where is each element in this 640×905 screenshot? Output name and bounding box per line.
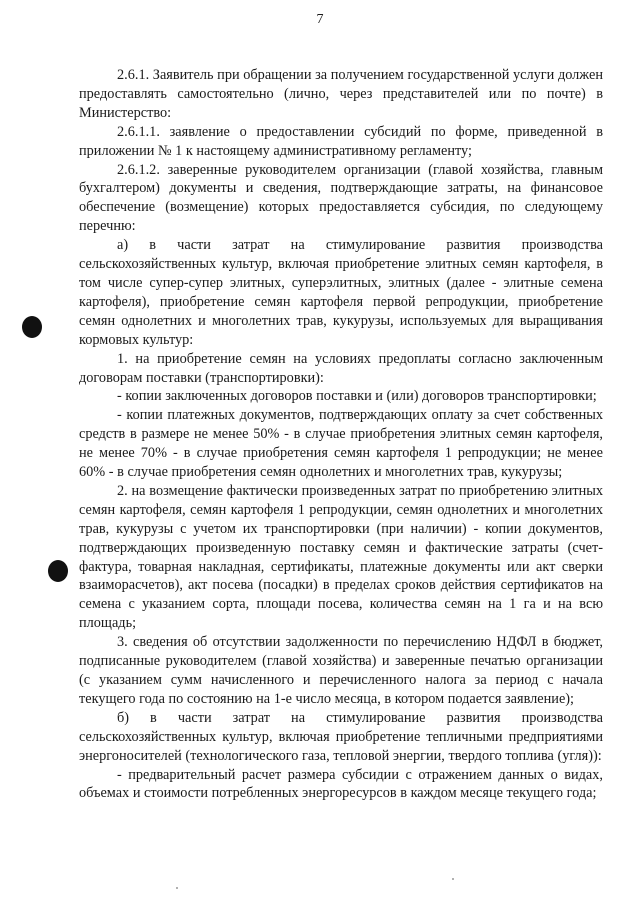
punch-hole-bottom	[48, 560, 68, 582]
paragraph-item-b: б) в части затрат на стимулирование развития производства сельскохозяйственных культур, включая приобретение тепличными предприятиями энергоносителей (технологического газа, тепловой энергии, твердого топлива (угля)):	[79, 709, 603, 764]
paragraph-a-3: 3. сведения об отсутствии задолженности по перечислению НДФЛ в бюджет, подписанные руководителем (главой хозяйства) и заверенные печатью организации (с указанием сумм начисленного и перечисленного налога за период с начала текущего года по состоянию на 1-е число месяца, в котором подается заявление);	[79, 634, 603, 707]
paragraph-a-2: 2. на возмещение фактически произведенных затрат по приобретению элитных семян картофеля, семян картофеля 1 репродукции, семян однолетних и многолетних трав, кукурузы с учетом их транспортировки (при наличии) - копии документов, подтверждающих произведенную поставку семян и фактические затраты (счет-фактура, товарная накладная, сертификаты, платежные документы или акт сверки взаиморасчетов), акт посева (посадки) в пределах сроков действия сертификатов на семена с указанием сорта, площади посева, количества семян на 1 га и на всю площадь;	[79, 482, 603, 632]
paragraph-2-6-1: 2.6.1. Заявитель при обращении за получением государственной услуги должен предоставлять самостоятельно (лично, через представителей или по почте) в Министерство:	[79, 67, 603, 121]
document-body	[79, 66, 603, 803]
paragraph-2-6-1-2: 2.6.1.2. заверенные руководителем организации (главой хозяйства, главным бухгалтером) документы и сведения, подтверждающие затраты, на финансовое обеспечение (возмещение) которых предоставляется субсидия, по следующему перечню:	[79, 161, 603, 235]
paragraph-item-a: а) в части затрат на стимулирование развития производства сельскохозяйственных культур, включая приобретение элитных семян картофеля, в том числе супер-супер элитных, суперэлитных, элитных (далее - элитные семена картофеля), приобретение семян картофеля первой репродукции, приобретение семян однолетних и многолетних трав, кукурузы, используемых для выращивания кормовых культур:	[79, 237, 603, 348]
paragraph-a-1-dash-1: - копии заключенных договоров поставки и (или) договоров транспортировки;	[117, 388, 597, 405]
page-number: 7	[316, 12, 324, 27]
punch-hole-top	[22, 316, 42, 338]
scan-speck	[452, 878, 454, 880]
scan-speck	[176, 887, 178, 889]
paragraph-2-6-1-1: 2.6.1.1. заявление о предоставлении субсидий по форме, приведенной в приложении № 1 к настоящему административному регламенту;	[79, 123, 603, 159]
paragraph-b-dash-1: - предварительный расчет размера субсидии с отражением данных о видах, объемах и стоимости потребленных энергоресурсов в каждом месяце текущего года;	[79, 766, 603, 802]
paragraph-a-1: 1. на приобретение семян на условиях предоплаты согласно заключенным договорам поставки (транспортировки):	[79, 350, 603, 386]
paragraph-a-1-dash-2: - копии платежных документов, подтверждающих оплату за счет собственных средств в размере не менее 50% - в случае приобретения элитных семян картофеля, не менее 70% - в случае приобретения семян картофеля 1 репродукции; не менее 60% - в случае приобретения семян однолетних и многолетних трав, кукурузы;	[79, 407, 603, 481]
